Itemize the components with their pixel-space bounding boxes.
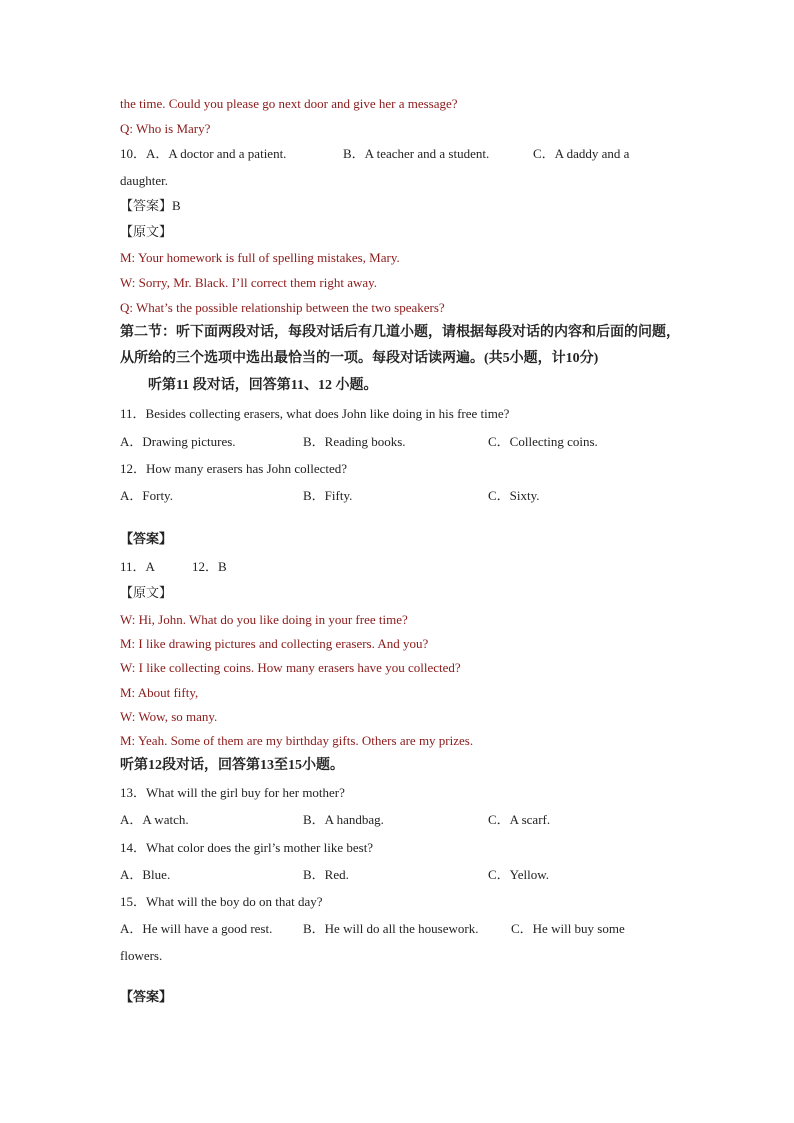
- q15-option-b: B．He will do all the housework.: [303, 921, 479, 936]
- q10-option-b: B．A teacher and a student.: [343, 146, 490, 161]
- q11-option-b: B．Reading books.: [303, 434, 406, 449]
- q14-option-a: A．Blue.: [120, 867, 171, 882]
- q12-option-a: A．Forty.: [120, 488, 173, 503]
- section-2-instruction-cont: 从所给的三个选项中选出最恰当的一项。每段对话读两遍。(共5小题，计10分): [120, 351, 599, 366]
- dialogue-question: Q: What’s the possible relationship between the two speakers?: [120, 300, 445, 315]
- dialogue-12-header: 听第12段对话，回答第13至15小题。: [120, 758, 344, 773]
- dialogue-11-header: 听第11 段对话，回答第11、12 小题。: [148, 378, 378, 393]
- dialogue-line: M: Your homework is full of spelling mistakes, Mary.: [120, 250, 400, 265]
- section-2-instruction: 第二节：听下面两段对话，每段对话后有几道小题，请根据每段对话的内容和后面的问题，: [120, 325, 680, 340]
- q11-option-a: A．Drawing pictures.: [120, 434, 236, 449]
- q13-option-b: B．A handbag.: [303, 812, 384, 827]
- q11-option-c: C．Collecting coins.: [488, 434, 598, 449]
- answer-label: 【答案】: [120, 531, 173, 546]
- q15-option-c-continued: flowers.: [120, 948, 163, 963]
- question-14: 14．What color does the girl’s mother like best?: [120, 840, 374, 855]
- original-text-label: 【原文】: [120, 585, 173, 600]
- dialogue-line: W: I like collecting coins. How many erasers have you collected?: [120, 660, 461, 675]
- dialogue-line: the time. Could you please go next door and give her a message?: [120, 96, 458, 111]
- q12-option-c: C．Sixty.: [488, 488, 540, 503]
- question-11: 11．Besides collecting erasers, what does John like doing in his free time?: [120, 406, 510, 421]
- q10-option-c: C．A daddy and a: [533, 146, 630, 161]
- q14-option-b: B．Red.: [303, 867, 349, 882]
- dialogue-line: W: Wow, so many.: [120, 709, 218, 724]
- question-15: 15．What will the boy do on that day?: [120, 894, 323, 909]
- q10-option-c-continued: daughter.: [120, 173, 169, 188]
- answer-label: 【答案】: [120, 989, 173, 1004]
- answer-12: 12．B: [192, 559, 227, 574]
- q12-option-b: B．Fifty.: [303, 488, 353, 503]
- q10-option-a: 10．A．A doctor and a patient.: [120, 146, 287, 161]
- q13-option-a: A．A watch.: [120, 812, 189, 827]
- q13-option-c: C．A scarf.: [488, 812, 551, 827]
- dialogue-line: M: I like drawing pictures and collecting erasers. And you?: [120, 636, 429, 651]
- question-12: 12．How many erasers has John collected?: [120, 461, 348, 476]
- answer-11: 11．A: [120, 559, 155, 574]
- q15-option-a: A．He will have a good rest.: [120, 921, 273, 936]
- answer-10: 【答案】B: [120, 198, 181, 213]
- q15-option-c: C．He will buy some: [511, 921, 625, 936]
- question-13: 13．What will the girl buy for her mother?: [120, 785, 345, 800]
- dialogue-line: M: Yeah. Some of them are my birthday gifts. Others are my prizes.: [120, 733, 474, 748]
- original-text-label: 【原文】: [120, 224, 173, 239]
- dialogue-line: W: Sorry, Mr. Black. I’ll correct them right away.: [120, 275, 378, 290]
- dialogue-line: M: About fifty,: [120, 685, 199, 700]
- dialogue-line: W: Hi, John. What do you like doing in your free time?: [120, 612, 408, 627]
- q14-option-c: C．Yellow.: [488, 867, 550, 882]
- dialogue-question: Q: Who is Mary?: [120, 121, 211, 136]
